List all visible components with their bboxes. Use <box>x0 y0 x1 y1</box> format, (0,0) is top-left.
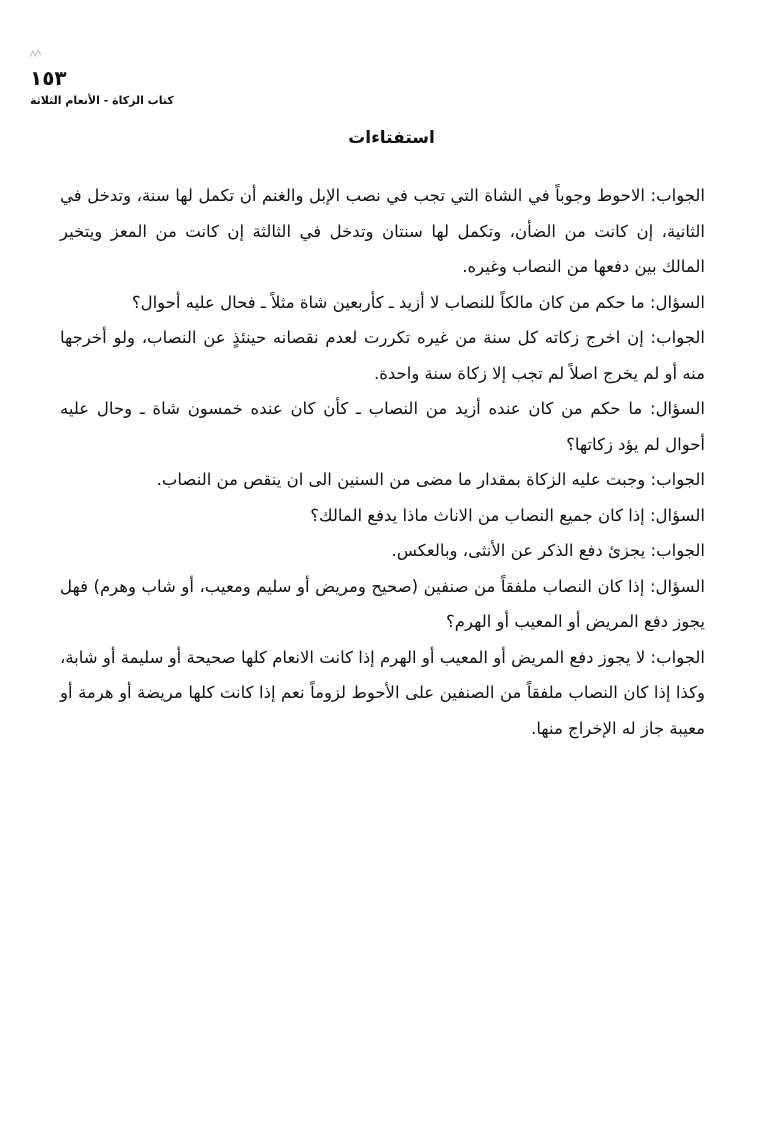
answer-paragraph: الجواب: الاحوط وجوباً في الشاة التي تجب في نصب الإبل والغنم أن تكمل لها سنة، وتدخل في الثانية، إن كانت من الضأن، وتكمل لها سنتان وتدخل في الثالثة إن كانت من المعز ويتخير المالك بين دفعها من النصاب وغيره. <box>60 186 705 276</box>
running-header: كتاب الزكاة - الأنعام الثلاثة <box>30 94 174 107</box>
chapter-title: استفتاءات <box>348 128 435 148</box>
ornament-mark-icon <box>29 49 43 59</box>
question-paragraph: السؤال: إذا كان جميع النصاب من الاناث ماذا يدفع المالك؟ <box>310 505 705 525</box>
answer-paragraph: الجواب: إن اخرج زكاته كل سنة من غيره تكررت لعدم نقصانه حينئذٍ عن النصاب، ولو أخرجها منه أو لم يخرج اصلاً لم تجب إلا زكاة سنة واحدة. <box>60 328 705 383</box>
question-paragraph: السؤال: ما حكم من كان عنده أزيد من النصاب ـ كأن كان عنده خمسون شاة ـ وحال عليه أحوال لم يؤد زكاتها؟ <box>60 399 705 454</box>
answer-paragraph: الجواب: وجبت عليه الزكاة بمقدار ما مضى من السنين الى ان ينقص من النصاب. <box>156 470 705 489</box>
answer-paragraph: الجواب: لا يجوز دفع المريض أو المعيب أو الهرم إذا كانت الانعام كلها صحيحة أو سليمة أو شابة، وكذا إذا كان النصاب ملفقاً من الصنفين على الأحوط لزوماً نعم إذا كانت كلها مريضة أو هرمة أو معيبة جاز له الإخراج منها. <box>60 647 705 738</box>
body-text <box>60 178 705 746</box>
question-paragraph: السؤال: إذا كان النصاب ملفقاً من صنفين (صحيح ومريض أو سليم ومعيب، أو شاب وهرم) فهل يجوز دفع المريض أو المعيب أو الهرم؟ <box>60 576 705 631</box>
page-number: ١٥٣ <box>30 66 67 90</box>
answer-paragraph: الجواب: يجزئ دفع الذكر عن الأنثى، وبالعكس. <box>391 541 705 560</box>
question-paragraph: السؤال: ما حكم من كان مالكاً للنصاب لا أزيد ـ كأربعين شاة مثلاً ـ فحال عليه أحوال؟ <box>131 292 705 312</box>
